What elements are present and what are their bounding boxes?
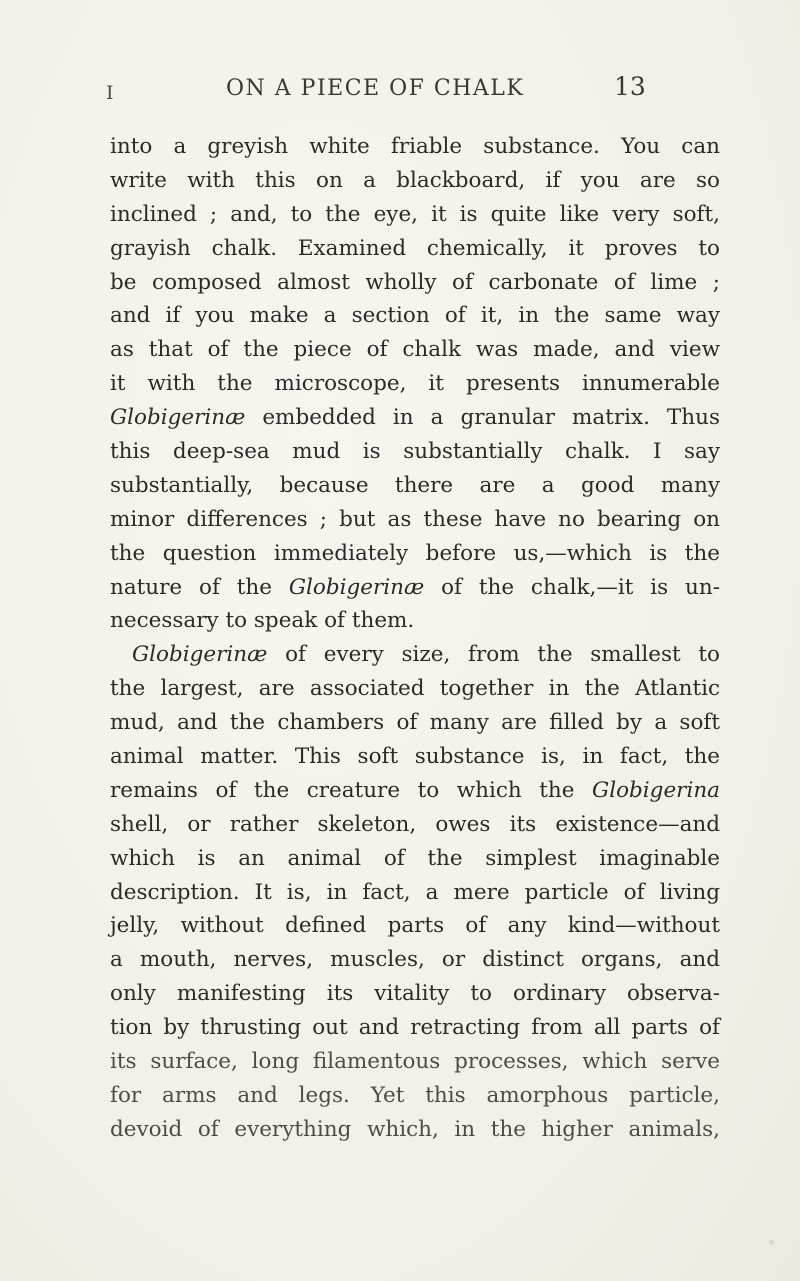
page-number: 13 [614, 72, 646, 101]
text-line: the largest, are associated together in the Atlantic [110, 676, 720, 702]
text-line: shell, or rather skeleton, owes its existence—and [110, 811, 720, 837]
text-line: Globigerinæ of every size, from the smallest to [132, 642, 720, 668]
text-line: Globigerinæ embedded in a granular matrix. Thus [110, 405, 720, 431]
body-text [110, 130, 720, 1147]
text-line: description. It is, in fact, a mere particle of living [110, 879, 720, 905]
text-line: only manifesting its vitality to ordinary observa- [110, 981, 720, 1007]
text-line: remains of the creature to which the Globigerina [110, 777, 720, 803]
text-line: mud, and the chambers of many are filled by a soft [110, 710, 720, 736]
text-line: which is an animal of the simplest imaginable [110, 845, 720, 871]
running-head [0, 68, 800, 114]
text-line: grayish chalk. Examined chemically, it proves to [110, 235, 720, 261]
text-line: its surface, long filamentous processes, which serve [110, 1049, 720, 1075]
paper-speck [769, 1240, 774, 1245]
text-line: jelly, without defined parts of any kind—without [110, 913, 720, 939]
running-title: ON A PIECE OF CHALK [226, 76, 525, 101]
text-line: into a greyish white friable substance. You can [110, 134, 720, 159]
chapter-mark: I [106, 82, 114, 104]
text-line: this deep-sea mud is substantially chalk. I say [110, 439, 720, 465]
text-line: as that of the piece of chalk was made, and view [110, 337, 720, 363]
text-line: tion by thrusting out and retracting from all parts of [110, 1015, 720, 1041]
text-line: nature of the Globigerinæ of the chalk,—it is un- [110, 574, 720, 600]
text-line: necessary to speak of them. [110, 608, 415, 634]
text-line: inclined ; and, to the eye, it is quite like very soft, [110, 201, 720, 227]
text-line: be composed almost wholly of carbonate of lime ; [110, 269, 720, 295]
text-line: a mouth, nerves, muscles, or distinct organs, and [110, 947, 720, 973]
text-line: and if you make a section of it, in the same way [110, 303, 720, 329]
text-line: minor differences ; but as these have no bearing on [110, 506, 720, 532]
text-line: it with the microscope, it presents innumerable [110, 371, 720, 397]
text-line: write with this on a blackboard, if you are so [110, 167, 720, 193]
text-line: for arms and legs. Yet this amorphous particle, [110, 1082, 720, 1108]
text-line: animal matter. This soft substance is, in fact, the [110, 744, 720, 770]
text-line: substantially, because there are a good many [110, 472, 720, 498]
text-line: the question immediately before us,—which is the [110, 540, 720, 566]
text-line: devoid of everything which, in the higher animals, [110, 1116, 720, 1142]
